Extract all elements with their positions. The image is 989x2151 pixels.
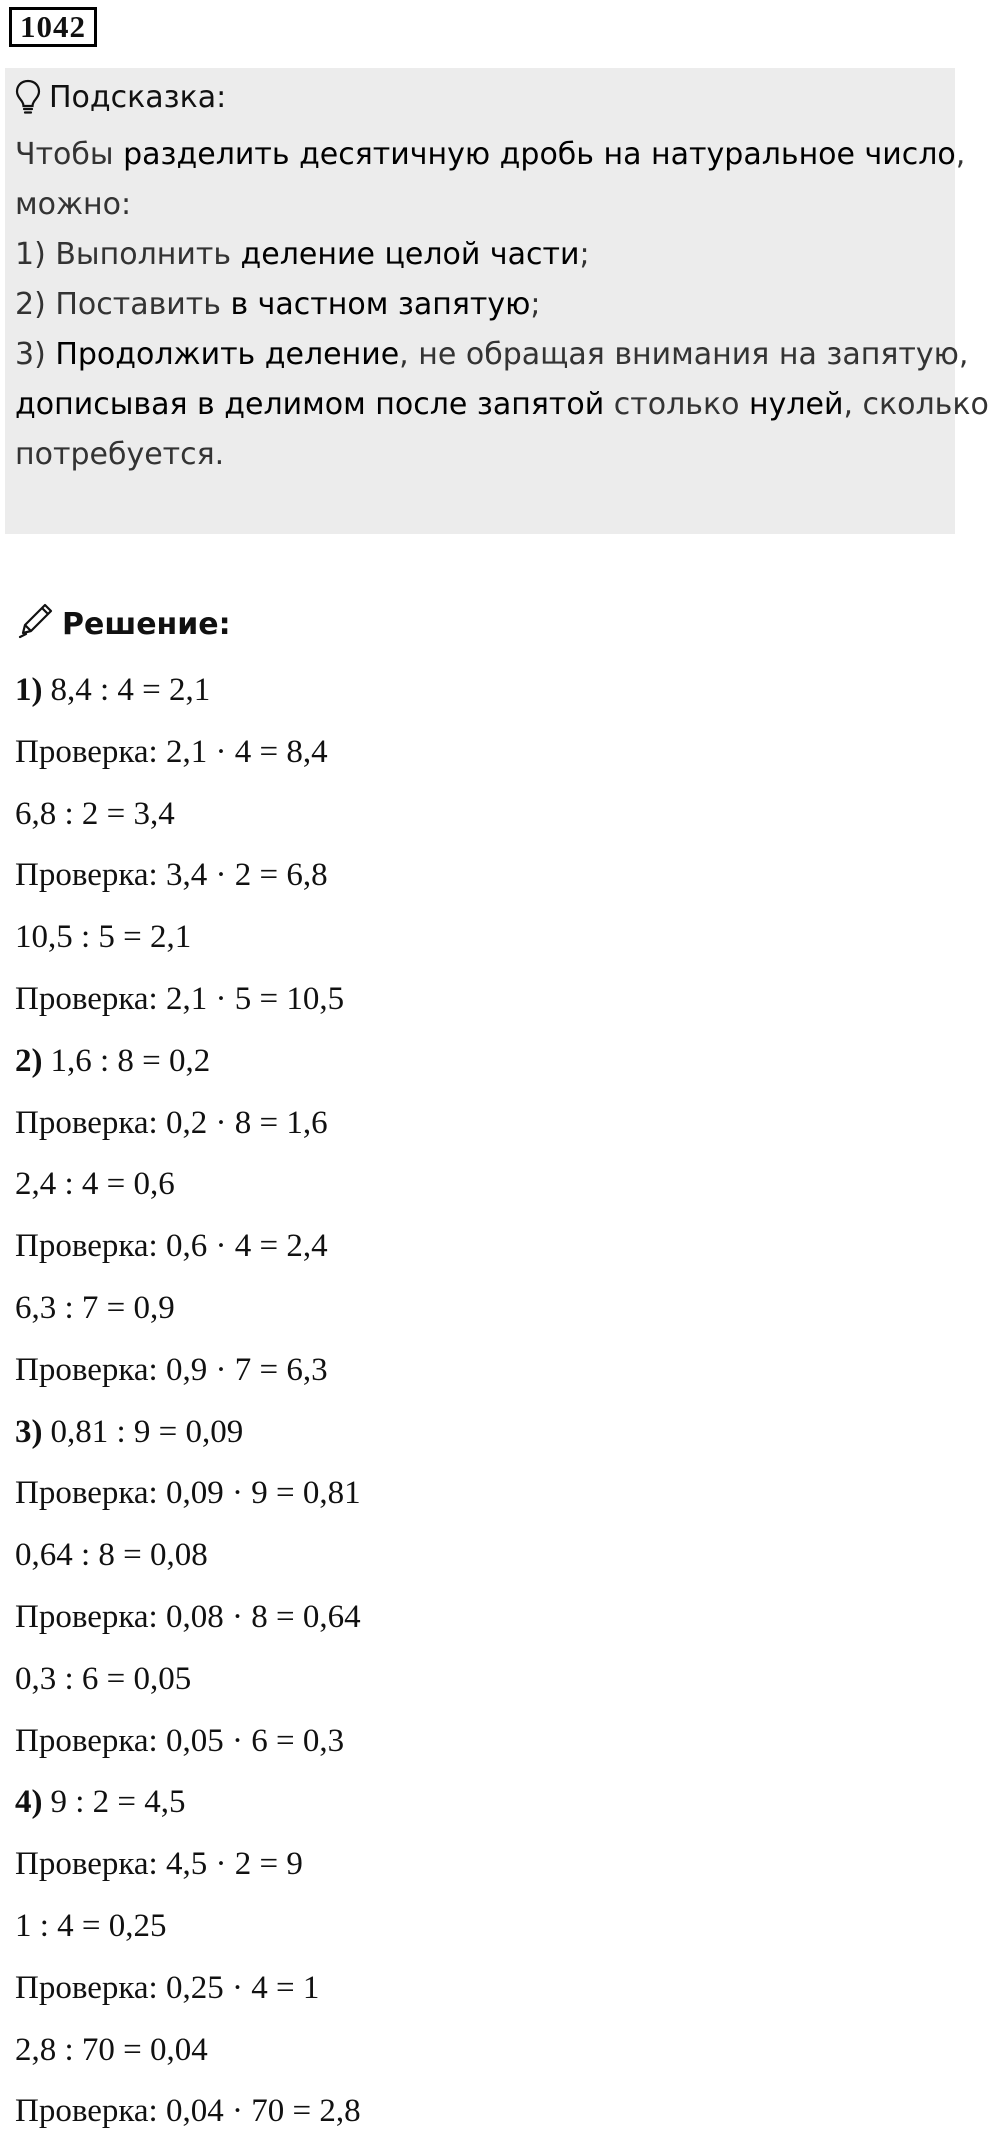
step-text: 6,3 : 7 = 0,9: [15, 1289, 175, 1326]
solution-step: [15, 1348, 361, 1410]
solution-step: [15, 1471, 361, 1533]
step-text: Проверка: 0,6 · 4 = 2,4: [15, 1228, 328, 1265]
solution-step: [15, 1039, 361, 1101]
hint-text-segment: ,: [955, 137, 966, 172]
hint-emphasis: в частном запятую: [230, 287, 531, 322]
step-number: 3): [15, 1413, 43, 1450]
hint-text-segment: Чтобы: [15, 137, 124, 172]
hint-text-segment: 1) Выполнить: [15, 237, 241, 272]
hint-emphasis: разделить десятичную дробь на натуральное число: [123, 137, 956, 172]
step-text: 8,4 : 4 = 2,1: [50, 672, 211, 708]
step-text: 2,8 : 70 = 0,04: [15, 2031, 208, 2068]
step-text: Проверка: 0,2 · 8 = 1,6: [15, 1104, 328, 1141]
step-text: Проверка: 0,04 · 70 = 2,8: [15, 2093, 361, 2130]
hint-line: [15, 230, 945, 280]
hint-header: [15, 76, 226, 118]
hint-text-segment: , не обращая внимания на запятую,: [399, 337, 969, 372]
solution-header: [16, 600, 231, 648]
hint-line: [15, 130, 966, 180]
solution-step: [15, 1719, 361, 1781]
step-text: 9 : 2 = 4,5: [50, 1784, 186, 1821]
hint-line: [15, 330, 969, 380]
pencil-icon: [16, 600, 56, 648]
step-text: 1 : 4 = 0,25: [15, 1907, 167, 1944]
solution-step: [15, 853, 361, 915]
step-text: 2,4 : 4 = 0,6: [15, 1166, 175, 1203]
step-text: 10,5 : 5 = 2,1: [15, 919, 192, 956]
step-text: Проверка: 0,25 · 4 = 1: [15, 1969, 320, 2006]
hint-line: [15, 180, 945, 230]
solution-step: [15, 1595, 361, 1657]
hint-box: [5, 68, 989, 534]
step-text: Проверка: 0,9 · 7 = 6,3: [15, 1351, 328, 1388]
step-text: Проверка: 4,5 · 2 = 9: [15, 1846, 303, 1883]
hint-text-segment: ;: [530, 287, 541, 322]
step-number: 2): [15, 1042, 43, 1079]
step-text: Проверка: 0,09 · 9 = 0,81: [15, 1475, 361, 1512]
hint-text-segment: можно:: [15, 187, 132, 222]
solution-step: [15, 1162, 361, 1224]
hint-text-segment: ;: [579, 237, 590, 272]
hint-line: [15, 430, 945, 480]
solution-step: [15, 1966, 361, 2028]
step-text: Проверка: 0,08 · 8 = 0,64: [15, 1598, 361, 1635]
hint-emphasis: Продолжить деление: [55, 337, 400, 372]
step-number: 4): [15, 1784, 43, 1821]
solution-step: [15, 1780, 361, 1842]
hint-text-segment: , сколько: [843, 387, 989, 422]
solution-step: [15, 2089, 361, 2151]
solution-step: [15, 2028, 361, 2090]
hint-emphasis: нулей: [748, 387, 844, 422]
solution-step: [15, 1224, 361, 1286]
step-text: Проверка: 0,05 · 6 = 0,3: [15, 1722, 345, 1759]
step-number: 1): [15, 672, 43, 708]
hint-text-segment: 2) Поставить: [15, 287, 231, 322]
solution-steps: [15, 668, 361, 2151]
hint-text-segment: потребуется.: [15, 437, 225, 472]
step-text: 1,6 : 8 = 0,2: [50, 1042, 211, 1079]
hint-text-segment: 3): [15, 337, 56, 372]
step-text: Проверка: 2,1 · 5 = 10,5: [15, 980, 345, 1017]
step-text: 0,3 : 6 = 0,05: [15, 1660, 192, 1697]
hint-line: [15, 280, 945, 330]
solution-step: [15, 1904, 361, 1966]
solution-step: [15, 977, 361, 1039]
solution-step: [15, 1842, 361, 1904]
solution-step: [15, 1101, 361, 1163]
solution-step: [15, 1657, 361, 1719]
lightbulb-icon: [15, 79, 41, 115]
solution-step: [15, 1533, 361, 1595]
task-number: 1042: [9, 7, 97, 47]
solution-title: Решение:: [62, 606, 231, 642]
step-text: 6,8 : 2 = 3,4: [15, 795, 175, 832]
step-text: Проверка: 3,4 · 2 = 6,8: [15, 857, 328, 894]
solution-step: [15, 730, 361, 792]
solution-step: [15, 915, 361, 977]
hint-text-segment: столько: [604, 387, 749, 422]
hint-emphasis: деление целой части: [240, 237, 580, 272]
solution-step: [15, 1286, 361, 1348]
hint-emphasis: дописывая в делимом после запятой: [15, 387, 605, 422]
solution-step: [15, 668, 361, 730]
step-text: Проверка: 2,1 · 4 = 8,4: [15, 733, 328, 770]
solution-step: [15, 792, 361, 854]
step-text: 0,64 : 8 = 0,08: [15, 1537, 208, 1574]
hint-line: [15, 380, 989, 430]
step-text: 0,81 : 9 = 0,09: [50, 1413, 244, 1450]
hint-title: Подсказка:: [49, 79, 227, 115]
solution-step: [15, 1410, 361, 1472]
hint-text: [15, 130, 989, 480]
